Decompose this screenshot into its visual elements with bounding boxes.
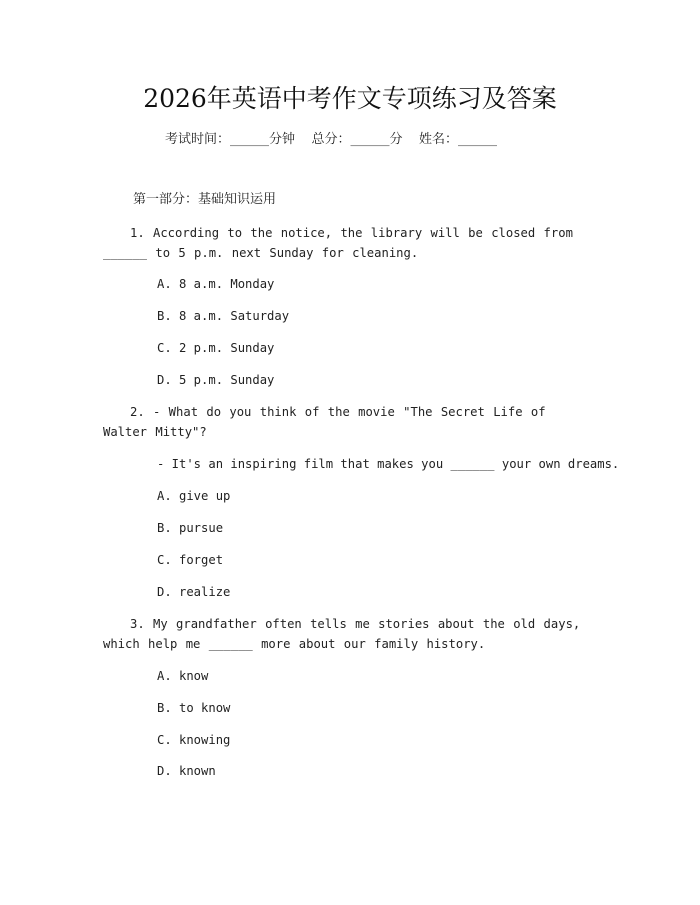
question-1-option-b: B. 8 a.m. Saturday bbox=[157, 309, 290, 323]
question-1-stem: 1. According to the notice, the library will be closed from ______ to 5 p.m. next Sunday for cleaning. bbox=[103, 226, 573, 260]
question-3-option-c: C. knowing bbox=[157, 733, 231, 747]
question-1-option-d: D. 5 p.m. Sunday bbox=[157, 373, 275, 387]
question-2-option-b: B. pursue bbox=[157, 521, 224, 535]
question-1-option-c: C. 2 p.m. Sunday bbox=[157, 341, 275, 355]
question-3-option-d: D. known bbox=[157, 764, 216, 778]
question-1-option-a: A. 8 a.m. Monday bbox=[157, 277, 275, 291]
exam-info-line: 考试时间：______分钟 总分：______分 姓名：______ bbox=[165, 132, 498, 147]
question-2-option-c: C. forget bbox=[157, 553, 224, 567]
question-2-stem: 2. - What do you think of the movie "The Secret Life of Walter Mitty"? bbox=[103, 405, 546, 439]
page-title: 2026年英语中考作文专项练习及答案 bbox=[143, 84, 557, 113]
question-2-option-d: D. realize bbox=[157, 585, 231, 599]
question-2-option-a: A. give up bbox=[157, 489, 231, 503]
question-3-stem: 3. My grandfather often tells me stories about the old days, which help me ______ more about our family history. bbox=[103, 617, 581, 651]
section-title: 第一部分：基础知识运用 bbox=[133, 192, 277, 207]
question-3-option-a: A. know bbox=[157, 669, 209, 683]
question-3-option-b: B. to know bbox=[157, 701, 231, 715]
question-2-reply: - It's an inspiring film that makes you ______ your own dreams. bbox=[157, 457, 620, 471]
